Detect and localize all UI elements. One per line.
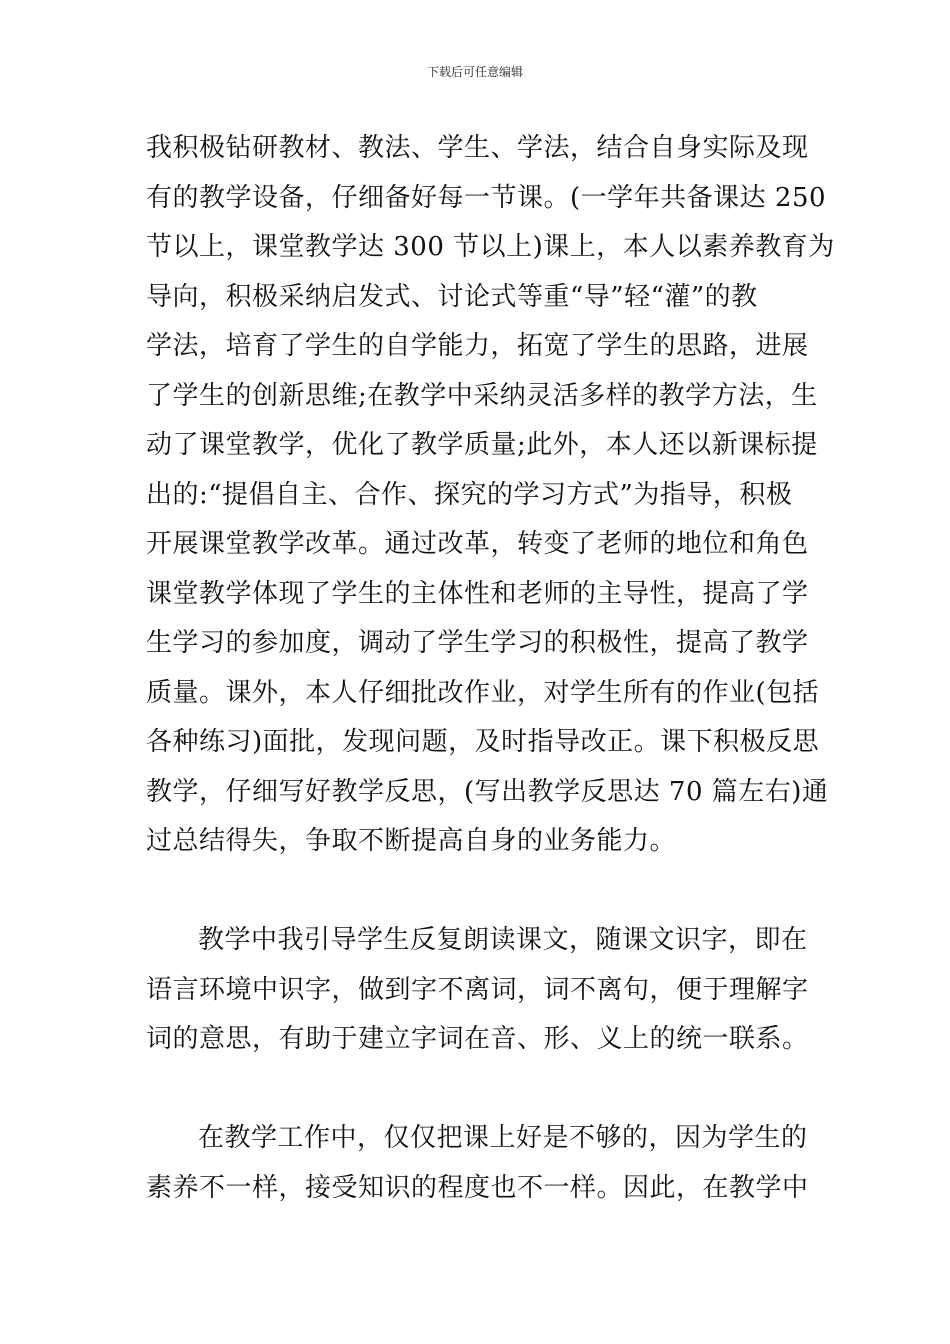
text-line: 教学中我引导学生反复朗读课文，随课文识字，即在 — [198, 925, 808, 955]
text-line: 质量。课外，本人仔细批改作业，对学生所有的作业(包括 — [146, 677, 820, 708]
text-line: 学法，培育了学生的自学能力，拓宽了学生的思路，进展 — [146, 331, 809, 361]
body-text — [146, 124, 835, 1213]
paragraph-spacer — [146, 867, 826, 917]
text-line: 了学生的创新思维;在教学中采纳灵活多样的教学方法，生 — [146, 380, 818, 411]
text-line: 开展课堂教学改革。通过改革，转变了老师的地位和角色 — [146, 529, 809, 559]
text-line: 在教学工作中，仅仅把课上好是不够的，因为学生的 — [198, 1123, 808, 1153]
text-line: 有的教学设备，仔细备好每一节课。(一学年共备课达 250 — [146, 182, 827, 213]
text-line: 节以上，课堂教学达 300 节以上)课上，本人以素养教育为 — [146, 232, 835, 262]
text-line: 词的意思，有助于建立字词在音、形、义上的统一联系。 — [146, 1024, 809, 1054]
paragraph-3 — [146, 1114, 826, 1213]
text-line: 各种练习)面批，发现问题，及时指导改正。课下积极反思 — [146, 727, 820, 757]
paragraph-2 — [146, 916, 826, 1065]
text-line: 语言环境中识字，做到字不离词，词不离句，便于理解字 — [146, 974, 809, 1005]
text-line: 素养不一样，接受知识的程度也不一样。因此，在教学中 — [146, 1172, 809, 1203]
text-line: 生学习的参加度，调动了学生学习的积极性，提高了教学 — [146, 628, 809, 658]
text-line: 教学，仔细写好教学反思，(写出教学反思达 70 篇左右)通 — [146, 776, 829, 807]
header-note: 下载后可任意编辑 — [426, 65, 523, 79]
text-line: 导向，积极采纳启发式、讨论式等重“导”轻“灌”的教 — [146, 281, 758, 312]
paragraph-spacer — [146, 1065, 826, 1115]
text-line: 动了课堂教学，优化了教学质量;此外，本人还以新课标提 — [146, 430, 818, 460]
paragraph-1 — [146, 124, 835, 867]
text-line: 出的:“提倡自主、合作、探究的学习方式”为指导，积极 — [146, 479, 793, 510]
text-line: 我积极钻研教材、教法、学生、学法，结合自身实际及现 — [146, 133, 809, 163]
text-line: 课堂教学体现了学生的主体性和老师的主导性，提高了学 — [146, 578, 809, 609]
text-line: 过总结得失，争取不断提高自身的业务能力。 — [146, 826, 677, 856]
